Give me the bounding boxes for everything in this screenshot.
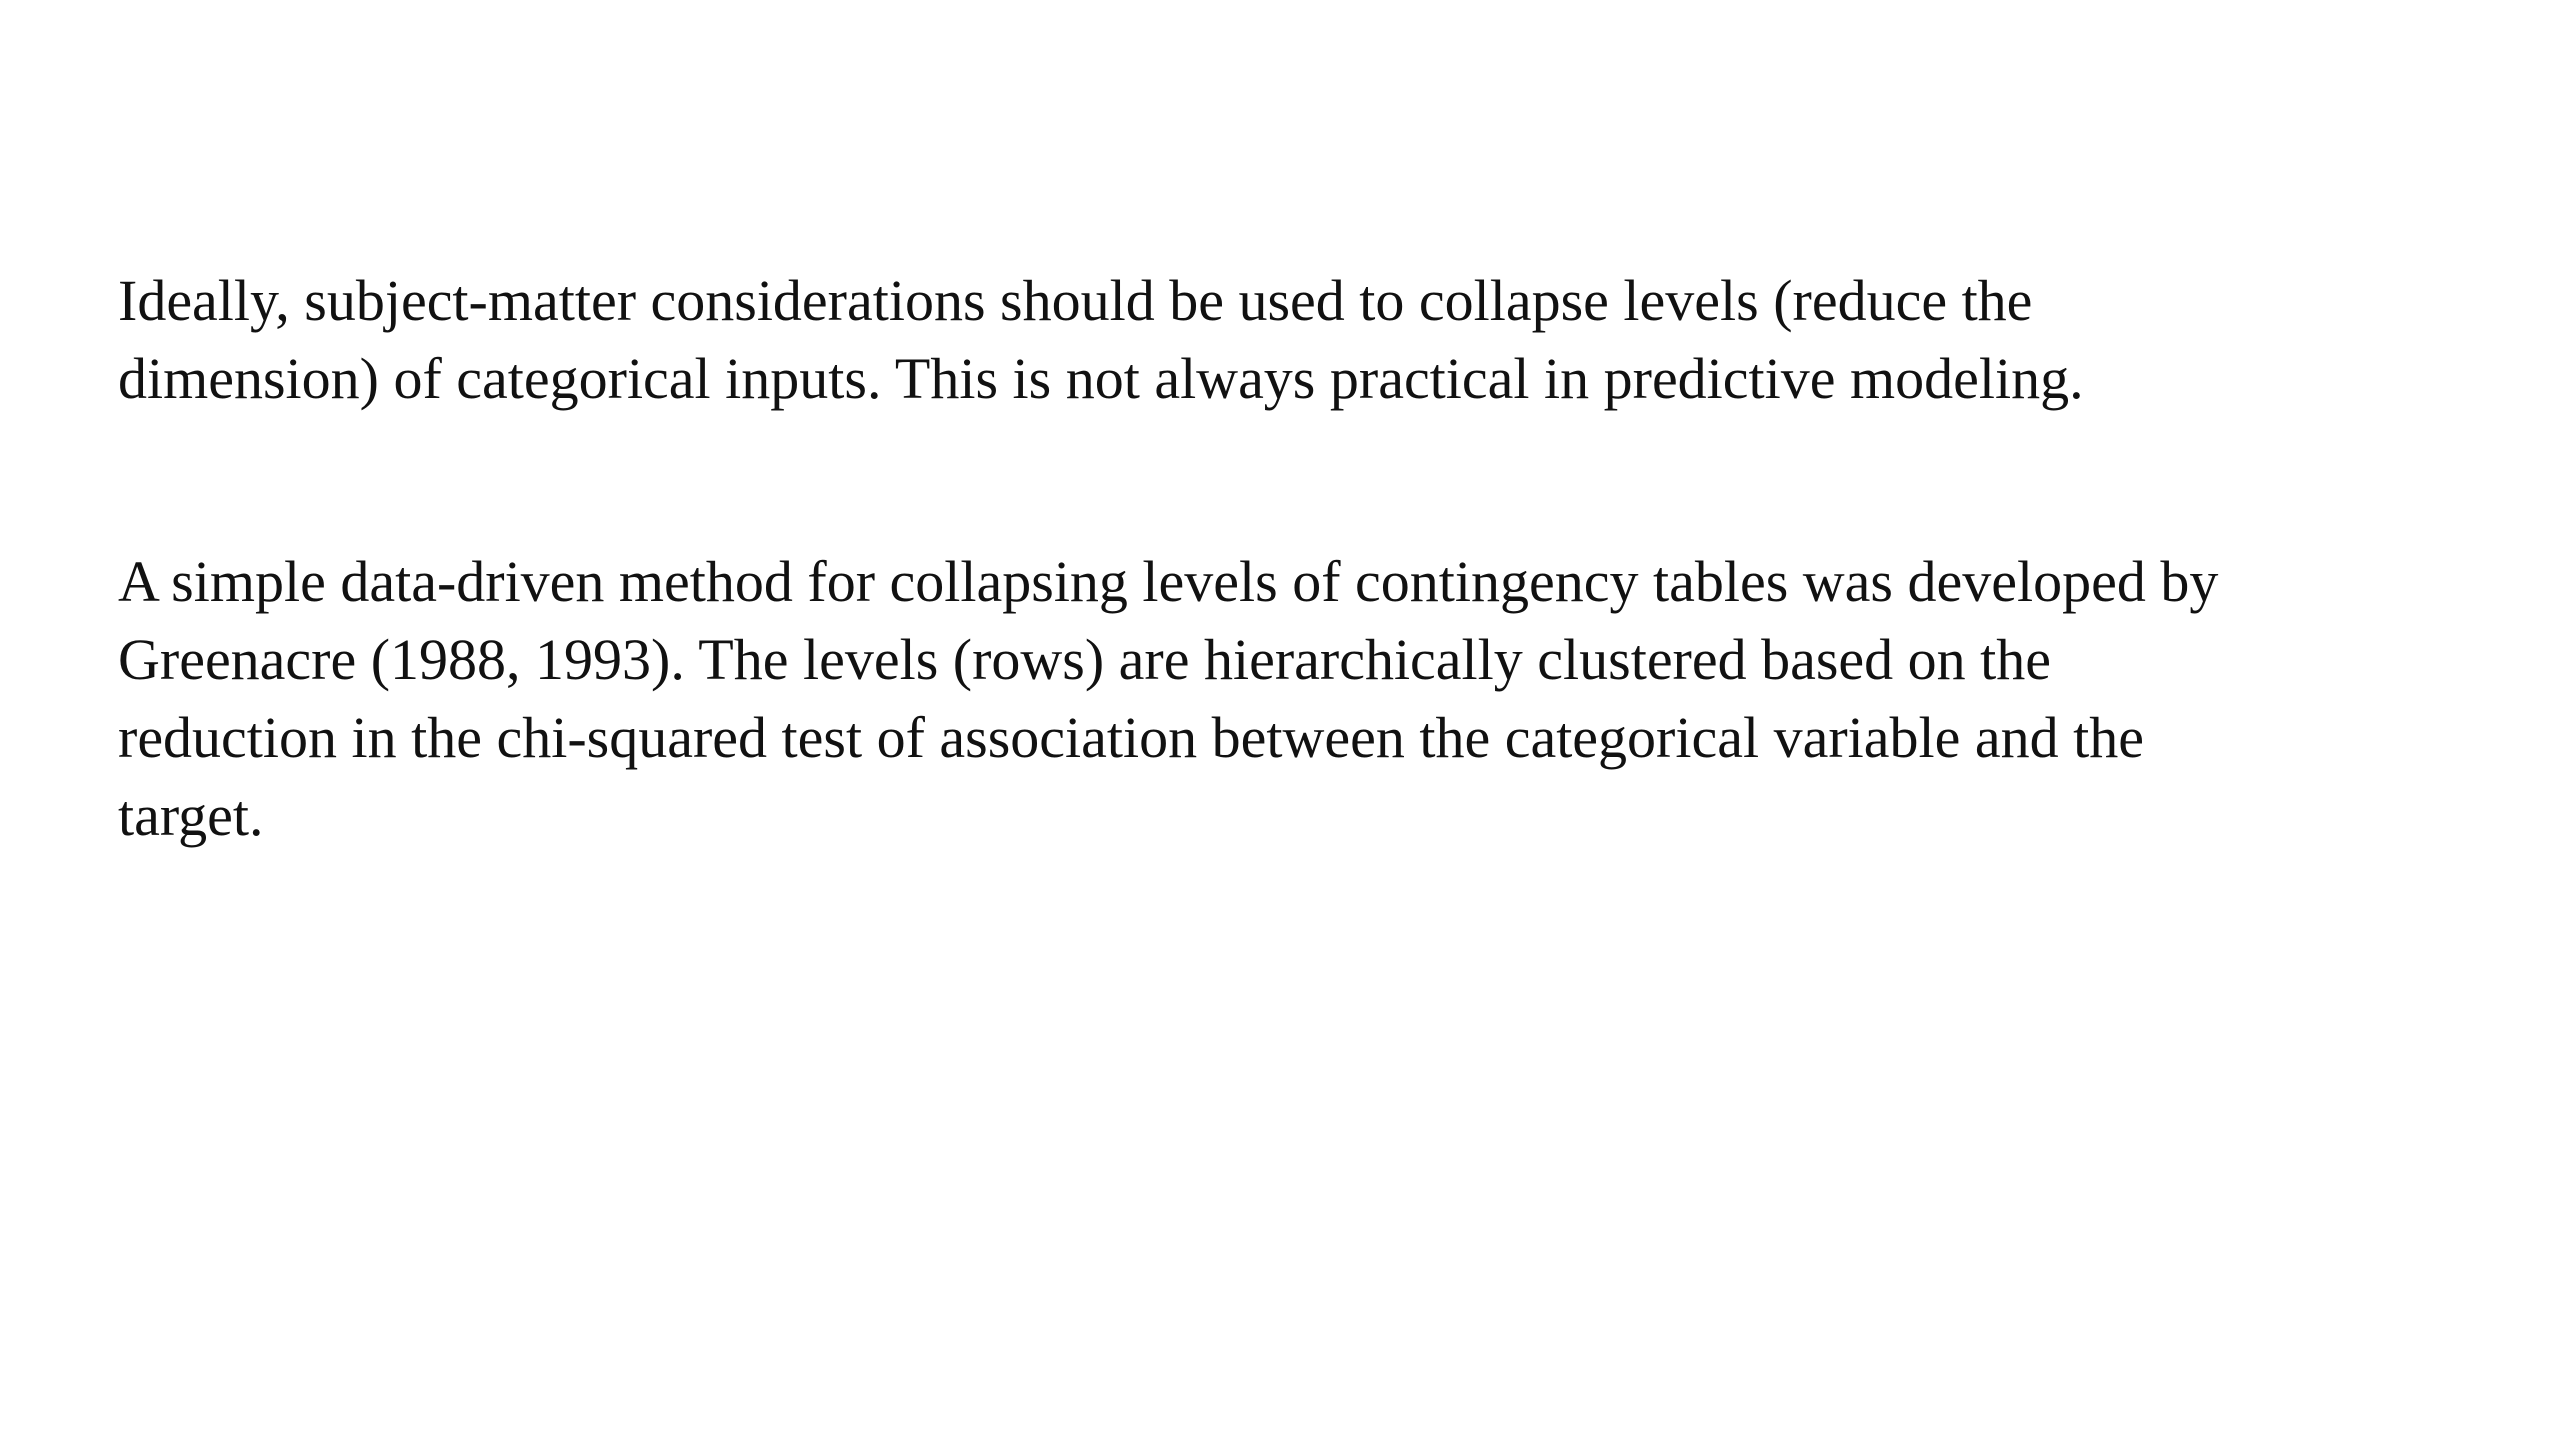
paragraph-line: A simple data-driven method for collapsing levels of contingency tables was developed by bbox=[118, 549, 2219, 614]
paragraph-collapse-considerations bbox=[118, 262, 2518, 418]
paragraph-line: reduction in the chi-squared test of association between the categorical variable and the bbox=[118, 705, 2144, 770]
paragraph-greenacre-method bbox=[118, 543, 2518, 855]
paragraph-line: Greenacre (1988, 1993). The levels (rows) are hierarchically clustered based on the bbox=[118, 627, 2052, 692]
paragraph-line: dimension) of categorical inputs. This is not always practical in predictive modeling. bbox=[118, 346, 2084, 411]
paragraph-line: Ideally, subject-matter considerations should be used to collapse levels (reduce the bbox=[118, 268, 2033, 333]
paragraph-line: target. bbox=[118, 783, 264, 848]
